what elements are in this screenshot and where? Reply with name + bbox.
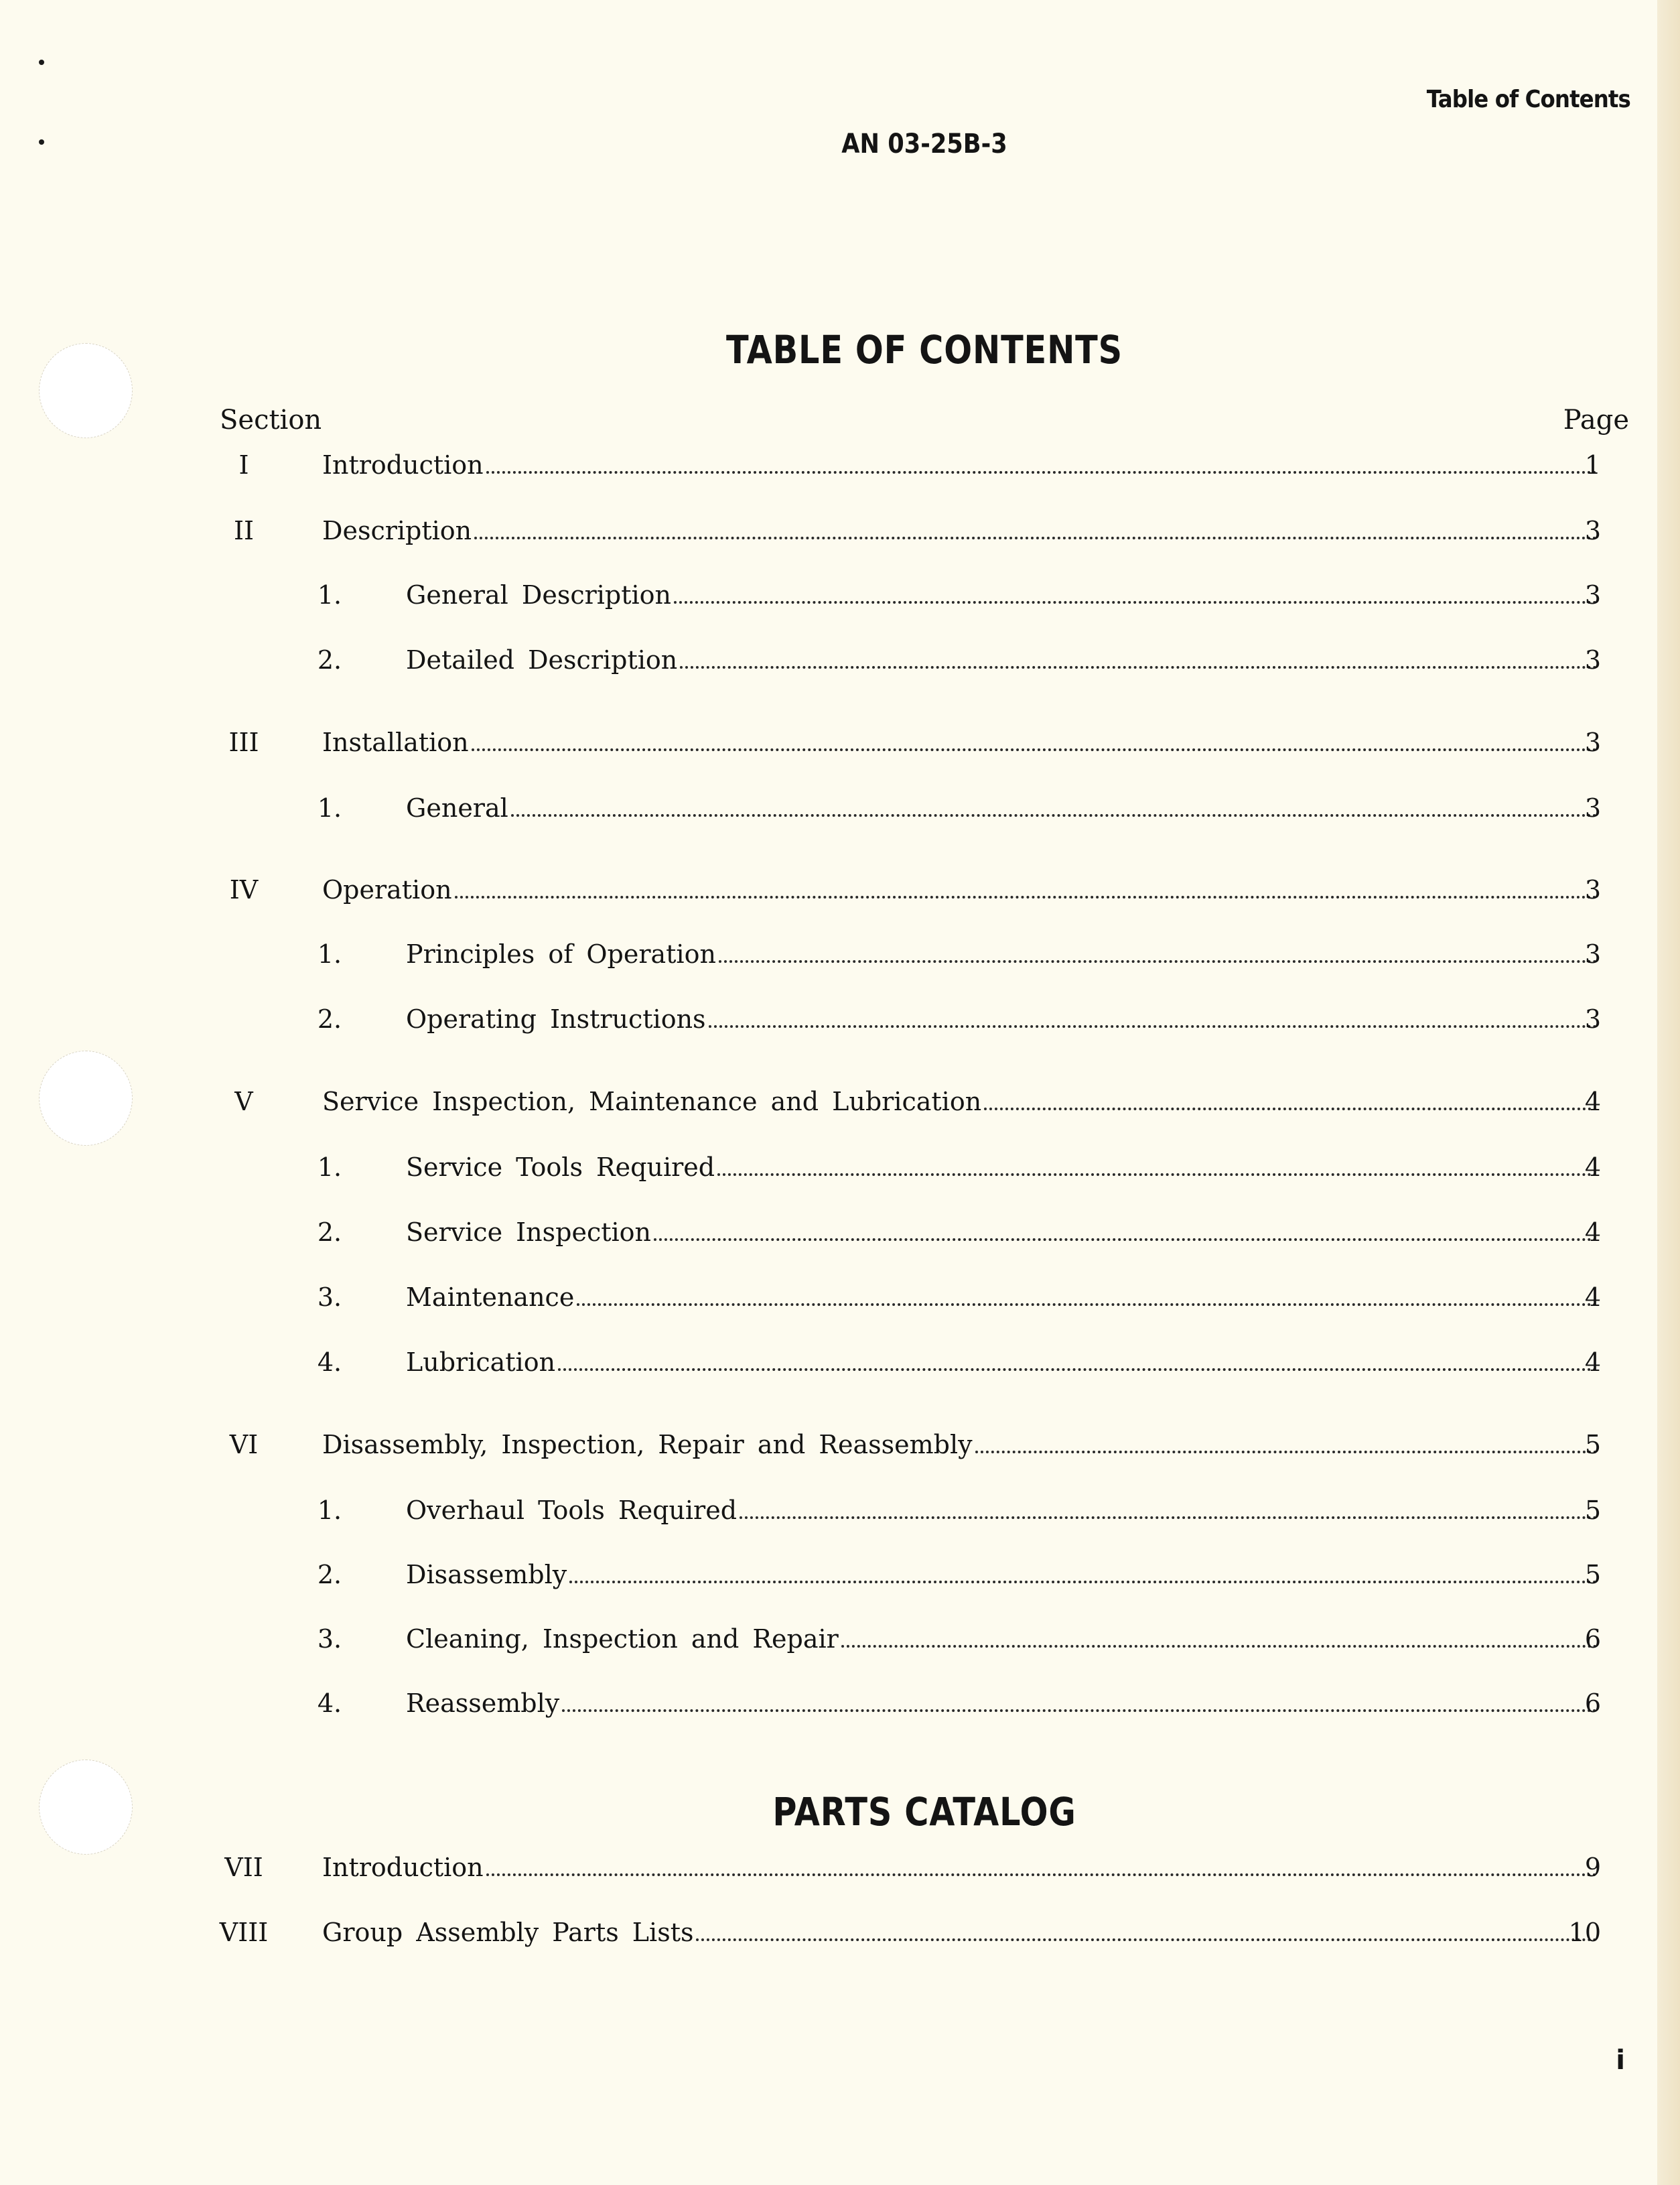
- toc-entry[interactable]: [0, 728, 1680, 761]
- toc-entry[interactable]: [0, 939, 1680, 973]
- section-numeral: 1.: [317, 1152, 342, 1182]
- section-numeral: VI: [229, 1430, 259, 1459]
- entry-label: Operation: [322, 875, 452, 905]
- entry-label: Service Inspection: [406, 1217, 652, 1247]
- section-numeral: 2.: [317, 1004, 342, 1034]
- section-numeral: 3.: [317, 1624, 342, 1654]
- section-numeral: III: [228, 728, 259, 757]
- page-number: 3: [1584, 645, 1601, 675]
- dot-leader: [975, 1451, 1597, 1453]
- toc-title: TABLE OF CONTENTS: [725, 327, 1123, 373]
- entry-label: General: [406, 793, 508, 823]
- dot-leader: [709, 1025, 1597, 1028]
- dot-leader: [455, 896, 1597, 899]
- dot-leader: [511, 814, 1597, 817]
- section-numeral: 3.: [317, 1282, 342, 1312]
- page-number: 3: [1584, 516, 1601, 545]
- entry-label: Introduction: [322, 1853, 484, 1882]
- entry-label: Disassembly, Inspection, Repair and Reassembly: [322, 1430, 973, 1459]
- toc-entry[interactable]: [0, 450, 1680, 484]
- page-number: 6: [1584, 1689, 1601, 1718]
- entry-link[interactable]: [322, 1918, 1600, 1947]
- toc-entry[interactable]: [0, 1217, 1680, 1251]
- page-number: 1: [1584, 450, 1601, 480]
- punch-hole: [39, 1760, 133, 1855]
- dot-leader: [654, 1238, 1597, 1241]
- page-number: 3: [1584, 793, 1601, 823]
- toc-entry[interactable]: [0, 1282, 1680, 1316]
- dot-leader: [674, 601, 1597, 604]
- entry-label: Overhaul Tools Required: [406, 1496, 738, 1525]
- entry-link[interactable]: [322, 1853, 1600, 1882]
- dot-leader: [562, 1709, 1597, 1712]
- toc-entry[interactable]: [0, 1918, 1680, 1951]
- entry-link[interactable]: [406, 939, 1600, 969]
- section-numeral: 1.: [317, 1496, 342, 1525]
- entry-link[interactable]: [406, 1496, 1600, 1525]
- entry-label: Maintenance: [406, 1282, 575, 1312]
- dot-leader: [841, 1645, 1597, 1648]
- toc-entry[interactable]: [0, 1087, 1680, 1120]
- dot-leader: [696, 1938, 1597, 1941]
- toc-entry[interactable]: [0, 875, 1680, 909]
- section-column-header: Section: [220, 405, 322, 436]
- entry-label: Detailed Description: [406, 645, 678, 675]
- dot-leader: [680, 666, 1597, 669]
- entry-label: Operating Instructions: [406, 1004, 706, 1034]
- dot-leader: [740, 1516, 1597, 1519]
- entry-label: Reassembly: [406, 1689, 560, 1718]
- entry-label: Introduction: [322, 450, 484, 480]
- section-numeral: I: [238, 450, 249, 480]
- entry-link[interactable]: [322, 1087, 1600, 1116]
- entry-link[interactable]: [322, 450, 1600, 480]
- dot-leader: [472, 748, 1597, 751]
- entry-link[interactable]: [406, 1347, 1600, 1377]
- dot-leader: [577, 1303, 1597, 1306]
- entry-link[interactable]: [406, 580, 1600, 610]
- page-number: 3: [1584, 728, 1601, 757]
- dot-leader: [474, 537, 1597, 539]
- toc-entry[interactable]: [0, 1004, 1680, 1038]
- entry-label: Service Tools Required: [406, 1152, 715, 1182]
- section-numeral: V: [234, 1087, 253, 1116]
- entry-link[interactable]: [406, 793, 1600, 823]
- document-number: AN 03-25B-3: [841, 129, 1007, 159]
- section-numeral: IV: [229, 875, 259, 905]
- entry-link[interactable]: [322, 1430, 1600, 1459]
- entry-link[interactable]: [322, 516, 1600, 545]
- page-number: 3: [1584, 939, 1601, 969]
- page-folio: i: [1616, 2045, 1625, 2076]
- entry-link[interactable]: [406, 1282, 1600, 1312]
- section-numeral: 2.: [317, 1217, 342, 1247]
- entry-label: Lubrication: [406, 1347, 556, 1377]
- section-numeral: 4.: [317, 1347, 342, 1377]
- page-column-header: Page: [1563, 405, 1629, 436]
- page-number: 4: [1584, 1087, 1601, 1116]
- entry-label: Installation: [322, 728, 469, 757]
- binding-dot: [39, 139, 44, 145]
- parts-catalog-title: PARTS CATALOG: [772, 1789, 1076, 1835]
- page-number: 3: [1584, 875, 1601, 905]
- entry-label: General Description: [406, 580, 672, 610]
- entry-label: Cleaning, Inspection and Repair: [406, 1624, 839, 1654]
- toc-entry[interactable]: [0, 1560, 1680, 1593]
- dot-leader: [486, 471, 1597, 474]
- page-number: 5: [1584, 1560, 1601, 1589]
- entry-link[interactable]: [322, 728, 1600, 757]
- entry-label: Group Assembly Parts Lists: [322, 1918, 694, 1947]
- entry-label: Service Inspection, Maintenance and Lubrication: [322, 1087, 982, 1116]
- running-header: Table of Contents: [1426, 86, 1630, 113]
- entry-link[interactable]: [406, 1152, 1600, 1182]
- toc-entry[interactable]: [0, 1152, 1680, 1186]
- entry-link[interactable]: [406, 1217, 1600, 1247]
- page-number: 3: [1584, 580, 1601, 610]
- entry-link[interactable]: [406, 1689, 1600, 1718]
- entry-link[interactable]: [406, 1560, 1600, 1589]
- page-number: 9: [1584, 1853, 1601, 1882]
- dot-leader: [984, 1108, 1597, 1110]
- page-number: 3: [1584, 1004, 1601, 1034]
- entry-link[interactable]: [406, 1004, 1600, 1034]
- section-numeral: VIII: [219, 1918, 269, 1947]
- page-number: 6: [1584, 1624, 1601, 1654]
- toc-entry[interactable]: [0, 1624, 1680, 1658]
- section-numeral: 1.: [317, 793, 342, 823]
- page-number: 4: [1584, 1347, 1601, 1377]
- toc-entry[interactable]: [0, 1689, 1680, 1722]
- page-number: 4: [1584, 1152, 1601, 1182]
- page-number: 4: [1584, 1282, 1601, 1312]
- page-number: 5: [1584, 1496, 1601, 1525]
- page-number: 4: [1584, 1217, 1601, 1247]
- dot-leader: [719, 960, 1597, 963]
- toc-entry[interactable]: [0, 645, 1680, 679]
- dot-leader: [558, 1368, 1597, 1371]
- dot-leader: [717, 1173, 1597, 1176]
- toc-entry[interactable]: [0, 1496, 1680, 1529]
- section-numeral: 1.: [317, 939, 342, 969]
- entry-label: Description: [322, 516, 472, 545]
- section-numeral: 4.: [317, 1689, 342, 1718]
- section-numeral: 1.: [317, 580, 342, 610]
- punch-hole: [39, 343, 133, 438]
- dot-leader: [569, 1581, 1597, 1583]
- section-numeral: 2.: [317, 645, 342, 675]
- dot-leader: [486, 1873, 1597, 1876]
- page-number: 10: [1568, 1918, 1601, 1947]
- entry-link[interactable]: [406, 645, 1600, 675]
- entry-label: Principles of Operation: [406, 939, 716, 969]
- toc-entry[interactable]: [0, 1853, 1680, 1886]
- entry-link[interactable]: [322, 875, 1600, 905]
- entry-link[interactable]: [406, 1624, 1600, 1654]
- section-numeral: 2.: [317, 1560, 342, 1589]
- section-numeral: VII: [224, 1853, 263, 1882]
- toc-entry[interactable]: [0, 793, 1680, 827]
- toc-entry[interactable]: [0, 516, 1680, 549]
- section-numeral: II: [233, 516, 255, 545]
- toc-entry[interactable]: [0, 1347, 1680, 1381]
- toc-entry[interactable]: [0, 580, 1680, 614]
- entry-label: Disassembly: [406, 1560, 567, 1589]
- binding-dot: [39, 60, 44, 65]
- toc-entry[interactable]: [0, 1430, 1680, 1463]
- page-number: 5: [1584, 1430, 1601, 1459]
